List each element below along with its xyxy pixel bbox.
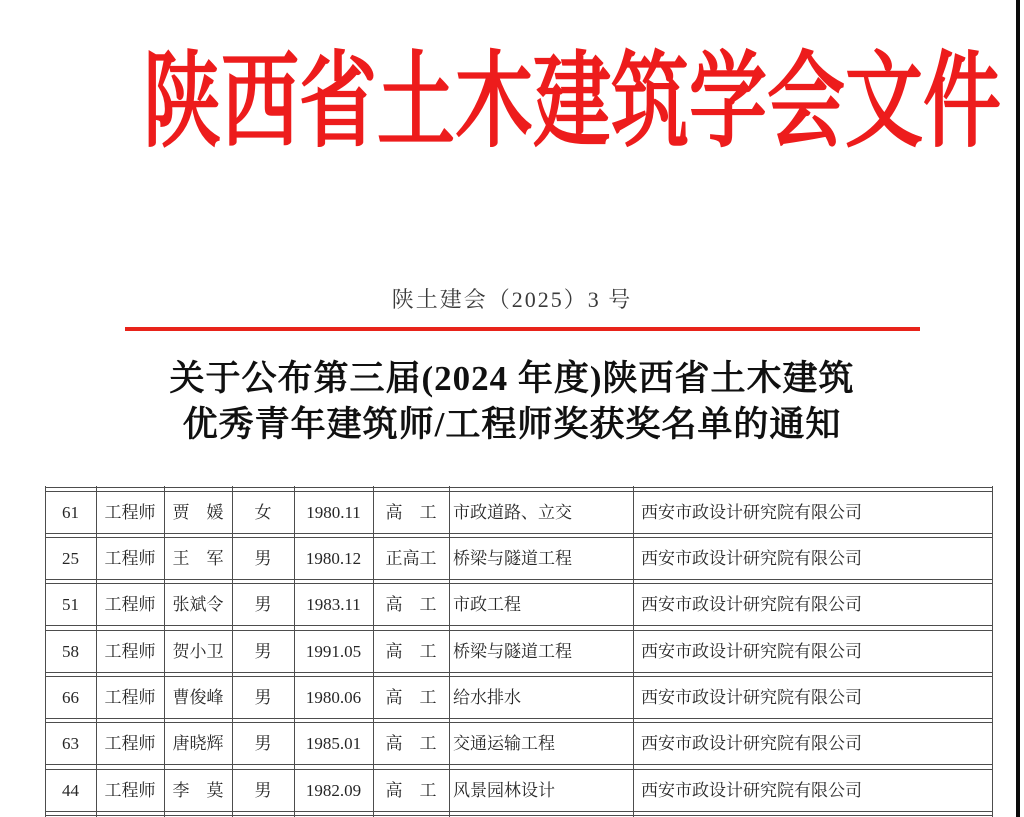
cell-title: 工程师 (104, 549, 156, 568)
cell-title: 工程师 (104, 734, 156, 753)
column-divider (294, 486, 295, 817)
cell-name: 曹俊峰 (172, 688, 224, 707)
cell-specialty: 市政工程 (453, 595, 521, 614)
letterhead-divider-rule (125, 327, 920, 331)
cell-no: 44 (62, 781, 79, 800)
column-divider (164, 486, 165, 817)
cell-rank: 正高工 (385, 549, 437, 568)
column-divider (232, 486, 233, 817)
table-row (45, 583, 993, 626)
cell-company: 西安市政设计研究院有限公司 (641, 781, 862, 800)
cell-no: 25 (62, 549, 79, 568)
cell-rank: 高 工 (385, 688, 437, 707)
cell-gender: 男 (254, 781, 272, 800)
cell-company: 西安市政设计研究院有限公司 (641, 503, 862, 522)
cell-birth: 1991.05 (305, 642, 362, 661)
cell-title: 工程师 (104, 781, 156, 800)
document-number: 陕土建会（2025）3 号 (391, 287, 633, 312)
cell-name: 李 莫 (172, 781, 224, 800)
cell-specialty: 交通运输工程 (453, 734, 555, 753)
cell-no: 61 (62, 503, 79, 522)
cell-no: 58 (62, 642, 79, 661)
cell-title: 工程师 (104, 595, 156, 614)
table-row (45, 537, 993, 580)
table-row (45, 769, 993, 812)
cell-rank: 高 工 (385, 595, 437, 614)
cell-specialty: 给水排水 (453, 688, 521, 707)
table-cutoff-row-border (45, 487, 993, 488)
cell-specialty: 桥梁与隧道工程 (453, 642, 572, 661)
cell-specialty: 市政道路、立交 (453, 503, 572, 522)
cell-birth: 1985.01 (305, 734, 362, 753)
notice-title (0, 356, 1024, 448)
cell-company: 西安市政设计研究院有限公司 (641, 642, 862, 661)
table-border-right (992, 486, 993, 817)
cell-name: 张斌令 (172, 595, 224, 614)
cell-no: 63 (62, 734, 79, 753)
cell-name: 贾 媛 (172, 503, 224, 522)
cell-company: 西安市政设计研究院有限公司 (641, 549, 862, 568)
table-row (45, 630, 993, 673)
cell-birth: 1980.11 (306, 503, 361, 522)
cell-no: 51 (62, 595, 79, 614)
column-divider (449, 486, 450, 817)
cell-gender: 女 (254, 503, 272, 522)
cell-rank: 高 工 (385, 503, 437, 522)
cell-birth: 1982.09 (305, 781, 362, 800)
column-divider (96, 486, 97, 817)
table-border-left (45, 486, 46, 817)
letterhead-title (0, 46, 1024, 158)
table-row (45, 676, 993, 719)
cell-title: 工程师 (104, 688, 156, 707)
letterhead-title-text: 陕西省土木建筑学会文件 (143, 44, 1002, 160)
column-divider (373, 486, 374, 817)
cell-gender: 男 (254, 734, 272, 753)
cell-gender: 男 (254, 595, 272, 614)
cell-title: 工程师 (104, 642, 156, 661)
scan-edge-mark (1016, 0, 1020, 817)
cell-company: 西安市政设计研究院有限公司 (641, 688, 862, 707)
cell-rank: 高 工 (385, 642, 437, 661)
cell-specialty: 桥梁与隧道工程 (453, 549, 572, 568)
table-row (45, 491, 993, 534)
cell-name: 唐晓辉 (172, 734, 224, 753)
cell-birth: 1983.11 (306, 595, 361, 614)
cell-birth: 1980.06 (305, 688, 362, 707)
cell-gender: 男 (254, 549, 272, 568)
column-divider (633, 486, 634, 817)
cell-company: 西安市政设计研究院有限公司 (641, 734, 862, 753)
notice-title-line1: 关于公布第三届(2024 年度)陕西省土木建筑 (169, 359, 855, 398)
cell-rank: 高 工 (385, 734, 437, 753)
cell-rank: 高 工 (385, 781, 437, 800)
cell-title: 工程师 (104, 503, 156, 522)
award-winners-table (45, 486, 993, 817)
cell-name: 贺小卫 (172, 642, 224, 661)
notice-title-line2: 优秀青年建筑师/工程师奖获奖名单的通知 (182, 405, 842, 444)
cell-gender: 男 (254, 688, 272, 707)
cell-name: 王 军 (172, 549, 224, 568)
cell-specialty: 风景园林设计 (453, 781, 555, 800)
table-row (45, 722, 993, 765)
cell-company: 西安市政设计研究院有限公司 (641, 595, 862, 614)
cell-no: 66 (62, 688, 79, 707)
cell-birth: 1980.12 (305, 549, 362, 568)
cell-gender: 男 (254, 642, 272, 661)
